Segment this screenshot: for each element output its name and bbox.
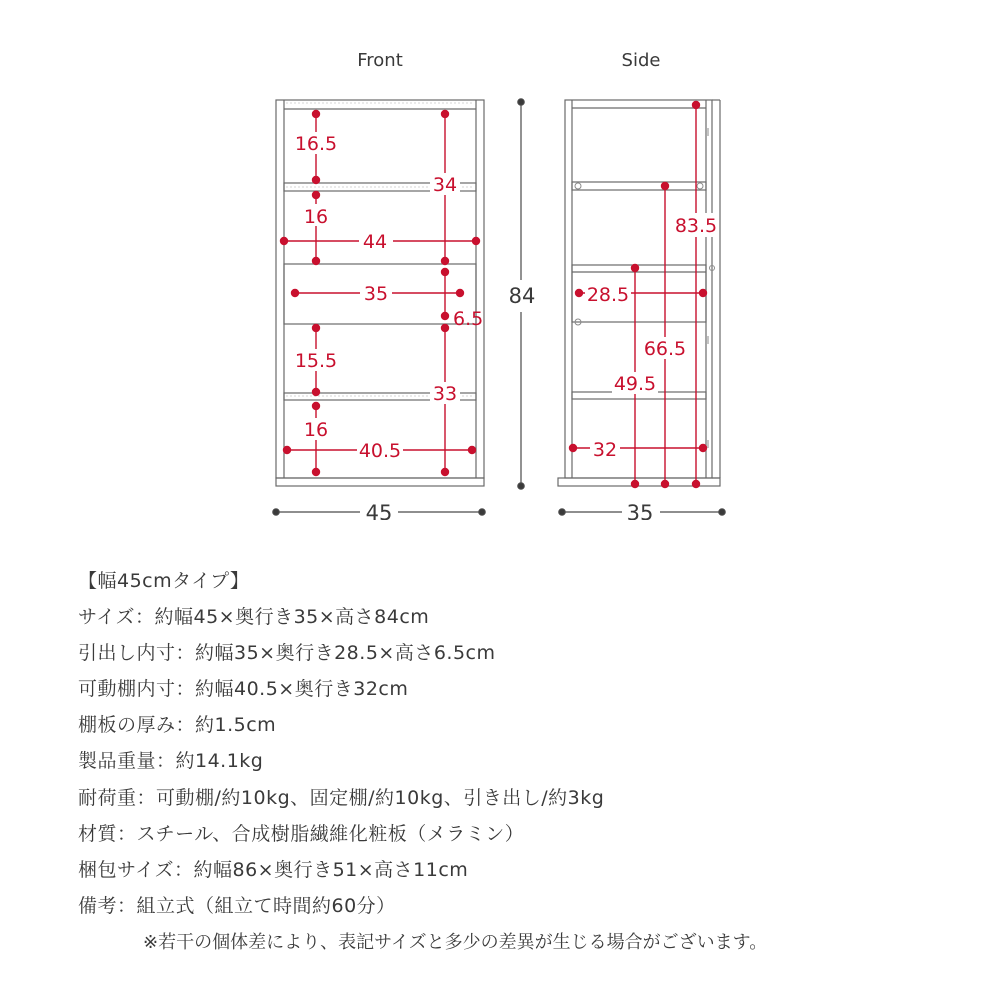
dim-point [442,269,449,276]
label-top-space: 16.5 [294,133,338,155]
label-mid-space: 15.5 [294,350,338,372]
label-drawer-width: 35 [363,283,389,305]
label-drawer-depth: 28.5 [586,284,630,306]
dim-point [693,481,700,488]
label-lower-mark: 49.5 [613,373,657,395]
label-mid-height: 66.5 [643,338,687,360]
spec-remarks: 備考：組立式（組立て時間約60分） [78,895,396,917]
dim-point [442,313,449,320]
dim-point [632,481,639,488]
label-shelf-depth: 32 [592,439,618,461]
front-view-label: Front [357,50,403,71]
dim-point [313,469,320,476]
dim-point [576,290,583,297]
label-overall-height: 84 [508,284,536,308]
dim-point [313,258,320,265]
label-bottom-space: 16 [303,419,329,441]
dim-point [281,238,288,245]
label-shelf-width: 40.5 [358,440,402,462]
dim-point [442,111,449,118]
label-upper-lower-space: 16 [303,206,329,228]
spec-type-heading: 【幅45cmタイプ】 [78,570,250,592]
dim-point [693,102,700,109]
label-upper-height: 34 [432,174,458,196]
label-inner-width: 44 [362,231,388,253]
spec-material: 材質：スチール、合成樹脂繊維化粧板（メラミン） [78,823,525,845]
dim-point [313,111,320,118]
dim-point [473,238,480,245]
side-view-label: Side [621,50,661,71]
size-variance-note: ※若干の個体差により、表記サイズと多少の差異が生じる場合がございます。 [143,932,768,953]
dim-point [632,265,639,272]
dim-point [313,403,320,410]
label-drawer-height: 6.5 [453,308,484,330]
label-overall-width: 45 [365,501,393,520]
spec-load: 耐荷重：可動棚/約10kg、固定棚/約10kg、引き出し/約3kg [78,787,605,809]
spec-package-size: 梱包サイズ：約幅86×奥行き51×高さ11cm [78,859,469,881]
dim-point [313,389,320,396]
label-shelf-height: 83.5 [674,215,718,237]
dim-point [313,192,320,199]
dim-point [700,445,707,452]
dim-point [313,177,320,184]
spec-drawer-inner: 引出し内寸：約幅35×奥行き28.5×高さ6.5cm [78,642,496,664]
dim-point [442,325,449,332]
dim-point [469,447,476,454]
label-lower-height: 33 [432,383,458,405]
dim-point [442,258,449,265]
label-overall-depth: 35 [626,501,654,520]
spec-size: サイズ：約幅45×奥行き35×高さ84cm [78,606,430,628]
dim-point [292,290,299,297]
dim-point [570,445,577,452]
dim-point [284,447,291,454]
dim-point [442,469,449,476]
dim-point [700,290,707,297]
dim-point [662,481,669,488]
dim-point [457,290,464,297]
dim-point [313,325,320,332]
spec-shelf-inner: 可動棚内寸：約幅40.5×奥行き32cm [78,678,409,700]
spec-shelf-thickness: 棚板の厚み：約1.5cm [78,714,277,736]
spec-weight: 製品重量：約14.1kg [78,750,264,772]
dim-point [662,183,669,190]
